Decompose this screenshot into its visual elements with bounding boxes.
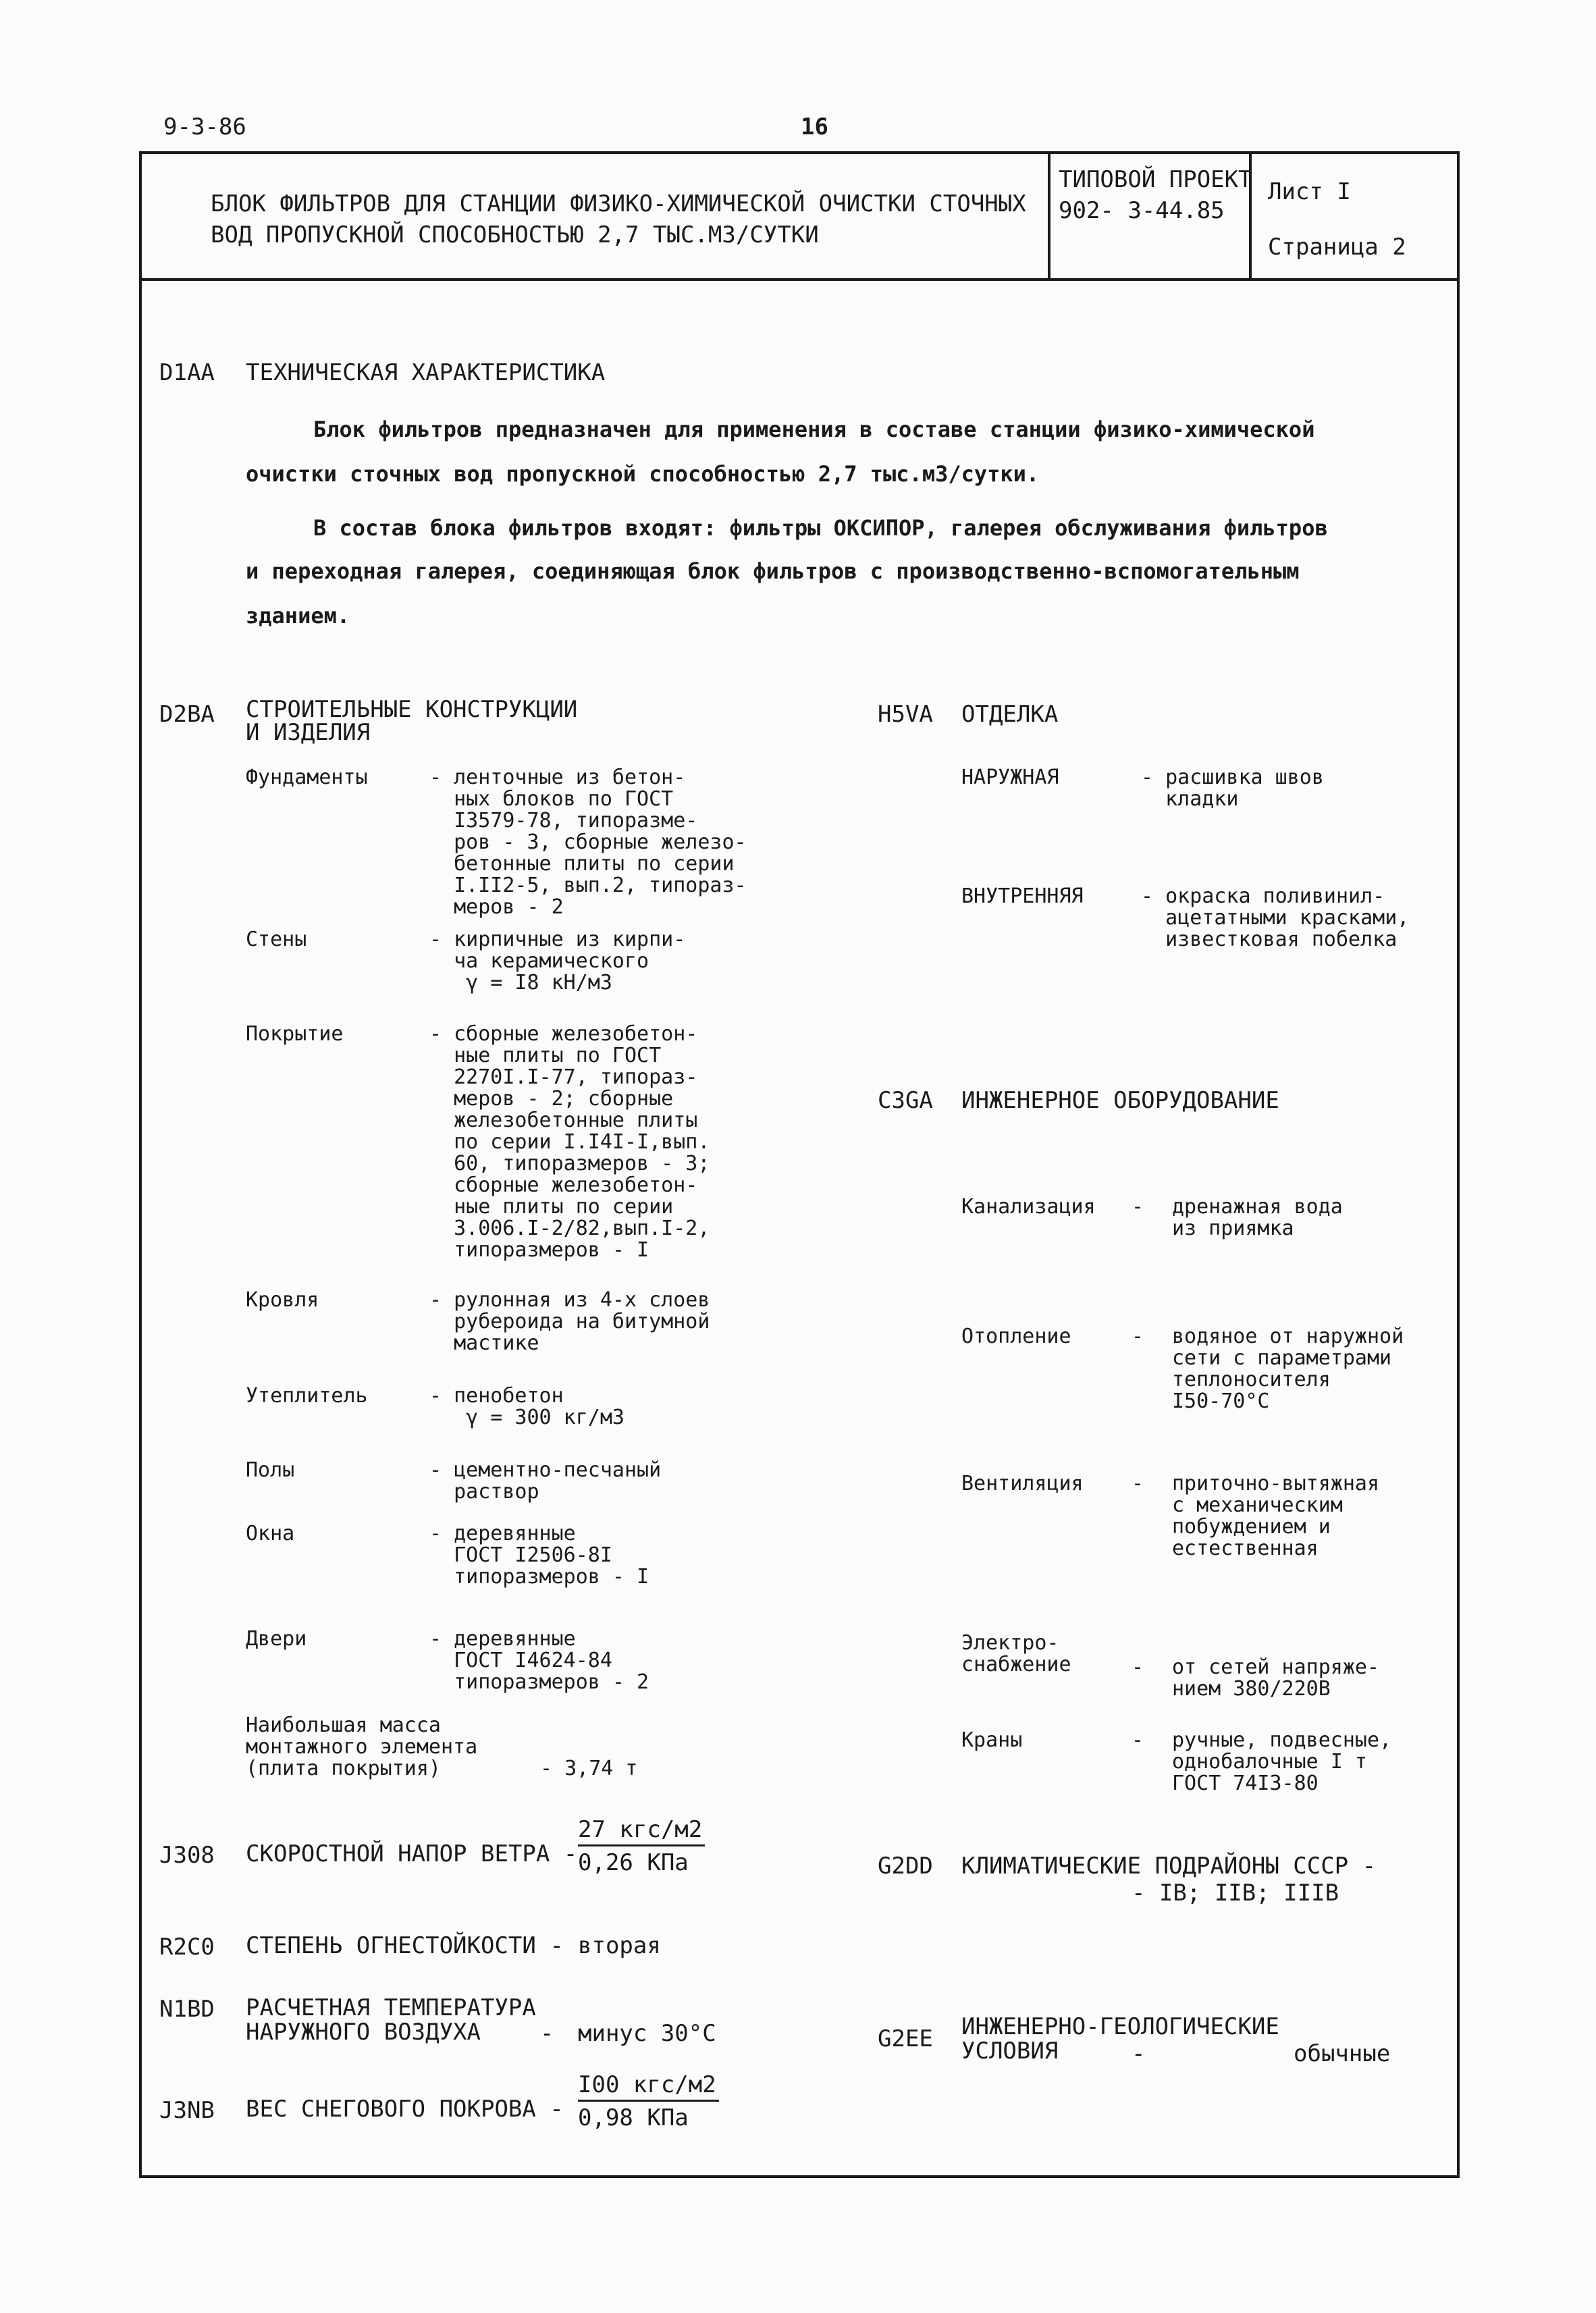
geo-label: ИНЖЕНЕРНО-ГЕОЛОГИЧЕСКИЕ УСЛОВИЯ (961, 2013, 1279, 2065)
engineering-heading: ИНЖЕНЕРНОЕ ОБОРУДОВАНИЕ (961, 1087, 1279, 1114)
title-line-2: ВОД ПРОПУСКНОЙ СПОСОБНОСТЬЮ 2,7 ТЫС.М3/СУТКИ (211, 221, 819, 248)
fire-value: вторая (578, 1932, 661, 1959)
label-roof: Кровля (246, 1288, 319, 1312)
value-insulation: - пенобетон γ = 300 кг/м3 (429, 1384, 624, 1429)
snow-code: J3NB (159, 2097, 215, 2124)
tech-paragraph-1-line-2: очистки сточных вод пропускной способностью 2,7 тыс.м3/сутки. (246, 461, 1040, 487)
label-heating: Отопление (961, 1325, 1071, 1348)
constructions-heading: СТРОИТЕЛЬНЫЕ КОНСТРУКЦИИ И ИЗДЕЛИЯ (246, 696, 578, 746)
page-number: 16 (801, 113, 828, 140)
value-sewerage: дренажная вода из приямка (1172, 1195, 1343, 1240)
snow-label: ВЕС СНЕГОВОГО ПОКРОВА - (246, 2096, 564, 2123)
climate-code: G2DD (878, 1853, 933, 1880)
label-sewerage: Канализация (961, 1195, 1096, 1219)
engineering-code: C3GA (878, 1087, 933, 1114)
project-label: ТИПОВОЙ ПРОЕКТ (1059, 166, 1252, 193)
dash-heating: - (1132, 1325, 1144, 1348)
wind-label: СКОРОСТНОЙ НАПОР ВЕТРА - (246, 1840, 578, 1867)
value-floors: - цементно-песчаный раствор (429, 1458, 662, 1504)
finish-inner-value: - окраска поливинил- ацетатными красками, известковая побелка (1141, 884, 1410, 951)
label-windows: Окна (246, 1522, 295, 1545)
label-ventilation: Вентиляция (961, 1472, 1084, 1495)
document-code: 9-3-86 (163, 113, 246, 140)
temp-dash: - (540, 2020, 554, 2047)
title-line-1: БЛОК ФИЛЬТРОВ ДЛЯ СТАНЦИИ ФИЗИКО-ХИМИЧЕСКОЙ ОЧИСТКИ СТОЧНЫХ (211, 190, 1026, 217)
label-cranes: Краны (961, 1728, 1023, 1752)
dash-cranes: - (1132, 1728, 1144, 1752)
tech-heading: ТЕХНИЧЕСКАЯ ХАРАКТЕРИСТИКА (246, 359, 606, 386)
dash-ventilation: - (1132, 1472, 1144, 1495)
constructions-code: D2BA (159, 701, 215, 728)
value-heating: водяное от наружной сети с параметрами теплоносителя I50-70°С (1172, 1325, 1404, 1413)
max-mass-value: - 3,74 т (540, 1757, 638, 1780)
wind-value (578, 1816, 705, 1876)
value-power: от сетей напряже- нием 380/220В (1172, 1655, 1380, 1701)
title-block-divider (139, 278, 1460, 281)
page-label: Страница 2 (1268, 234, 1406, 261)
label-roofing: Покрытие (246, 1022, 344, 1046)
finish-inner-label: ВНУТРЕННЯЯ (961, 884, 1084, 908)
snow-value-kgf: I00 кгс/м2 (578, 2071, 719, 2102)
finish-outer-value: - расшивка швов кладки (1141, 766, 1324, 811)
climate-label: КЛИМАТИЧЕСКИЕ ПОДРАЙОНЫ СССР - (961, 1853, 1377, 1880)
label-walls: Стены (246, 928, 307, 951)
wind-value-kpa: 0,26 КПа (578, 1849, 689, 1876)
value-walls: - кирпичные из кирпи- ча керамического γ = I8 кН/м3 (429, 928, 686, 994)
finish-code: H5VA (878, 701, 933, 728)
snow-value-kpa: 0,98 КПа (578, 2104, 689, 2131)
tech-paragraph-2-line-3: зданием. (246, 603, 350, 629)
max-mass-label: Наибольшая масса монтажного элемента (плита покрытия) (246, 1713, 478, 1780)
value-ventilation: приточно-вытяжная с механическим побуждением и естественная (1172, 1472, 1380, 1560)
fire-code: R2C0 (159, 1934, 215, 1961)
label-floors: Полы (246, 1458, 295, 1482)
label-doors: Двери (246, 1627, 307, 1651)
tech-paragraph-2-line-2: и переходная галерея, соединяющая блок фильтров с производственно-вспомогательным (246, 558, 1300, 584)
geo-code: G2EE (878, 2025, 933, 2052)
temp-value: минус 30°С (578, 2020, 716, 2047)
title-block-vline-1 (1048, 151, 1050, 280)
value-roof: - рулонная из 4-х слоев рубероида на битумной мастике (429, 1288, 710, 1355)
tech-paragraph-2-line-1: В состав блока фильтров входят: фильтры ОКСИПОР, галерея обслуживания фильтров (313, 515, 1328, 541)
geo-value: обычные (1294, 2040, 1391, 2067)
value-doors: - деревянные ГОСТ I4624-84 типоразмеров - 2 (429, 1627, 649, 1694)
wind-code: J308 (159, 1842, 215, 1869)
label-foundations: Фундаменты (246, 766, 368, 789)
value-foundations: - ленточные из бетон- ных блоков по ГОСТ I3579-78, типоразме- ров - 3, сборные железо- бетонные плиты по серии I.II2-5, вып.2, типораз- меров - 2 (429, 766, 747, 919)
value-windows: - деревянные ГОСТ I2506-8I типоразмеров - I (429, 1522, 649, 1589)
temp-code: N1BD (159, 1996, 215, 2023)
tech-paragraph-1-line-1: Блок фильтров предназначен для применения в составе станции физико-химической (313, 417, 1315, 442)
label-insulation: Утеплитель (246, 1384, 368, 1408)
temp-label: РАСЧЕТНАЯ ТЕМПЕРАТУРА НАРУЖНОГО ВОЗДУХА (246, 1994, 536, 2046)
dash-sewerage: - (1132, 1195, 1144, 1219)
project-number: 902- 3-44.85 (1059, 197, 1225, 224)
dash-power: - (1132, 1655, 1144, 1679)
sheet-number: Лист I (1268, 178, 1351, 205)
tech-code: D1AA (159, 359, 215, 386)
wind-value-kgf: 27 кгс/м2 (578, 1816, 705, 1846)
value-cranes: ручные, подвесные, однобалочные I т ГОСТ 74I3-80 (1172, 1728, 1392, 1795)
label-power: Электро- снабжение (961, 1631, 1071, 1676)
geo-dash: - (1132, 2040, 1146, 2067)
finish-outer-label: НАРУЖНАЯ (961, 766, 1059, 789)
climate-value: - IВ; IIВ; IIIВ (1132, 1880, 1339, 1907)
finish-heading: ОТДЕЛКА (961, 701, 1059, 728)
value-roofing: - сборные железобетон- ные плиты по ГОСТ 2270I.I-77, типораз- меров - 2; сборные железобетонные плиты по серии I.I4I-I,вып. 60, типоразмеров - 3; сборные железобетон- ные плиты по серии 3.006.I-2/82,вып.I-2, типоразмеров - I (429, 1022, 710, 1262)
snow-value (578, 2071, 719, 2131)
fire-label: СТЕПЕНЬ ОГНЕСТОЙКОСТИ - (246, 1932, 564, 1959)
